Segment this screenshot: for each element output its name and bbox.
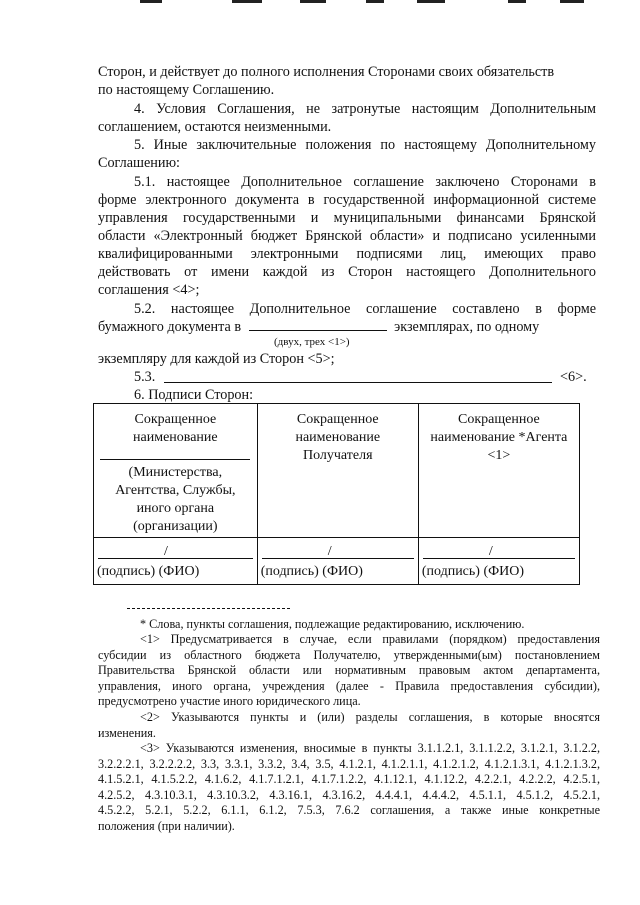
signature-line (423, 558, 575, 559)
cell-text: Сокращенное (458, 412, 540, 427)
signature-line (262, 558, 414, 559)
body-line: 4. Условия Соглашения, не затронутые настоящим Дополнительным (134, 101, 596, 117)
body-line: 5.1. настоящее Дополнительное соглашение заключено Сторонами в (134, 174, 596, 190)
clause-blank (164, 370, 552, 383)
cell-text: Агентства, Службы, (115, 483, 236, 498)
name-line (100, 459, 250, 460)
signature-label: (подпись) (ФИО) (97, 564, 200, 579)
cell-text: Получателя (302, 448, 373, 463)
body-line: Сторон, и действует до полного исполнения Сторонами своих обязательств (98, 64, 555, 80)
body-line: 5.2. настоящее Дополнительное соглашение составлено в форме (134, 301, 596, 317)
body-text: бумажного документа в (98, 319, 242, 335)
signature-slash: / (164, 544, 168, 559)
footnote-line: 4.5.2.2, 5.2.1, 5.2.2, 6.1.1, 6.1.2, 7.5.3, 7.6.2 соглашения, а также иные конкретные (98, 803, 600, 817)
footnote-line: 4.2.5.2, 4.3.10.3.1, 4.3.10.3.2, 4.3.16.1, 4.3.16.2, 4.4.4.1, 4.4.4.2, 4.5.1.1, 4.5.1.2, 4.5.2.1, (98, 787, 600, 802)
footnote-line: 4.1.5.2.1, 4.1.5.2.2, 4.1.6.2, 4.1.7.1.2.1, 4.1.7.1.2.2, 4.1.12.1, 4.1.12.2, 4.2.2.1, 4.2.2.2, 4.2.5.1, (98, 772, 600, 786)
footnote-line: положения (при наличии). (98, 818, 235, 833)
footnote-3 (98, 741, 600, 834)
footnote-line: изменения. (98, 725, 156, 740)
signature-cell (418, 538, 579, 585)
party-cell-recipient (257, 404, 418, 538)
signature-line (98, 558, 253, 559)
footnote-line: <1> Предусматривается в случае, если правилами (порядком) предоставления (140, 632, 600, 646)
body-line: действовать от имени каждой из Сторон настоящего Дополнительного (98, 264, 596, 280)
cell-text: наименование (295, 430, 381, 445)
body-line: соглашения <4>; (98, 282, 200, 298)
footnote-line: Правительства Брянской области или нормативным правовым актом департамента, (98, 663, 600, 677)
body-line: экземпляру для каждой из Сторон <5>; (98, 351, 335, 367)
footnote-line: <2> Указываются пункты и (или) разделы соглашения, в которые вносятся (140, 710, 600, 724)
footnote-line: субсидии из областного бюджета Получателю, утвержденными(ым) постановлением (98, 647, 600, 662)
body-line: 5. Иные заключительные положения по настоящему Дополнительному (134, 137, 596, 153)
footnote-star: * Слова, пункты соглашения, подлежащие редактированию, исключению. (140, 617, 525, 631)
body-line: по настоящему Соглашению. (98, 82, 275, 98)
body-line: 5.3. (134, 369, 156, 385)
footnote-1 (98, 632, 600, 710)
copies-hint: (двух, трех <1>) (274, 336, 350, 348)
cell-text: наименование *Агента (430, 430, 568, 445)
scan-edge-marks (0, 0, 640, 6)
body-line: области «Электронный бюджет Брянской области» и подписано усиленными (98, 228, 596, 244)
body-line: квалифицированными электронными подписями лиц, имеющих право (98, 246, 596, 262)
party-cell-ministry (94, 404, 258, 538)
cell-text: иного органа (136, 501, 215, 516)
body-line: форме электронного документа в государственной информационной системе (98, 192, 596, 208)
signature-slash: / (327, 544, 332, 559)
signature-label: (подпись) (ФИО) (260, 564, 363, 579)
signature-label: (подпись) (ФИО) (421, 564, 525, 579)
section-title: 6. Подписи Сторон: (134, 387, 254, 403)
footnote-2 (98, 710, 600, 741)
signature-slash: / (488, 544, 493, 559)
body-line: <6>. (560, 369, 587, 385)
cell-text: Сокращенное (296, 412, 379, 427)
cell-text: наименование (133, 430, 218, 445)
footnote-separator (127, 608, 290, 609)
signature-cell (94, 538, 258, 585)
footnote-line: управления, иного органа, учреждения (далее - Правила предоставления субсидии), (98, 678, 600, 693)
body-text: экземплярах, по одному (394, 319, 540, 335)
body-line: соглашением, остаются неизменными. (98, 119, 332, 135)
cell-text: (организации) (133, 519, 218, 534)
body-line: управления государственными и муниципальными финансами Брянской (98, 210, 596, 226)
cell-text: <1> (487, 448, 511, 463)
body-line (98, 318, 539, 336)
body-line: Соглашению: (98, 155, 180, 171)
copies-blank (249, 318, 387, 331)
signature-cell (257, 538, 418, 585)
party-cell-agent (418, 404, 579, 538)
footnote-line: 3.2.2.2.1, 3.2.2.2.2, 3.3, 3.3.1, 3.3.2, 3.4, 3.5, 4.1.2.1, 4.1.2.1.1, 4.1.2.1.2, 4.1.2.1.3.1, 4.1.2.1.3.2, (98, 756, 600, 771)
footnote-line: предусмотрено участие иного юридического лица. (98, 694, 361, 708)
cell-text: Сокращенное (134, 412, 217, 427)
footnote-line: <3> Указываются изменения, вносимые в пункты 3.1.1.2.1, 3.1.1.2.2, 3.1.2.1, 3.1.2.2, (140, 741, 600, 755)
cell-text: (Министерства, (128, 465, 223, 480)
signature-table (93, 403, 580, 585)
